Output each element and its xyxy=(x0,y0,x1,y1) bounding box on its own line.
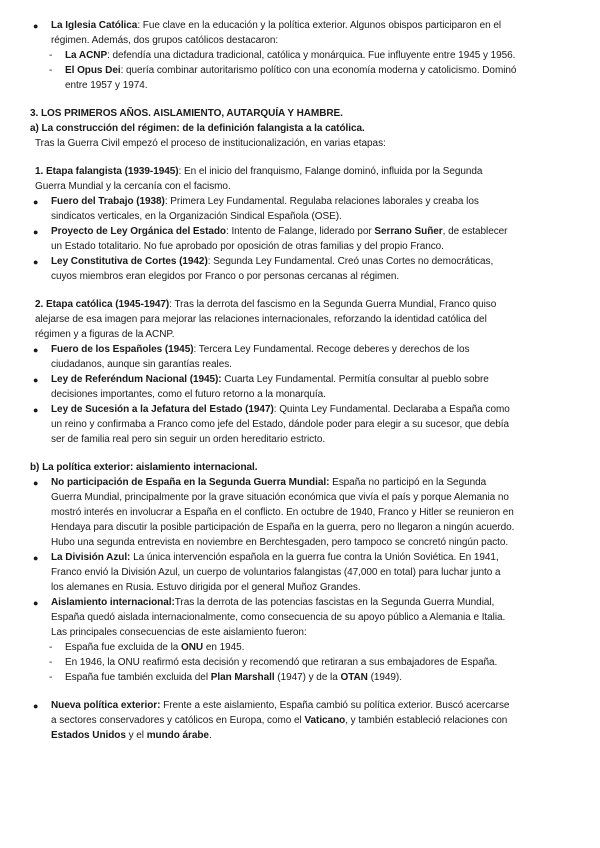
term: OTAN xyxy=(340,672,368,683)
paragraph-line xyxy=(65,65,516,77)
text: (1947) y de la xyxy=(274,672,341,683)
term: mundo árabe xyxy=(146,730,209,741)
paragraph-line: Hendaya para discutir la posible participación de España en la guerra, pero no llegaron a ningún acuerdo. xyxy=(51,522,515,533)
paragraph-line: régimen y a figuras de la ACNP. xyxy=(35,329,175,340)
term: La Iglesia Católica xyxy=(51,20,138,31)
term: No participación de España en la Segunda Guerra Mundial: xyxy=(51,477,330,488)
paragraph-line: Guerra Mundial, principalmente por la grave situación económica que vivía el país y porque Alemania no xyxy=(51,492,509,503)
paragraph-line: Franco envió la División Azul, un cuerpo de voluntarios falangistas (47,000 en total) para luchar junto a xyxy=(51,567,501,578)
paragraph-line xyxy=(51,196,479,208)
bullet: ● xyxy=(33,197,39,207)
paragraph-line: Guerra Mundial y la cercanía con el facismo. xyxy=(35,181,231,192)
bullet: ● xyxy=(33,345,39,355)
term: Ley de Sucesión a la Jefatura del Estado (1947) xyxy=(51,404,274,415)
text: : Tercera Ley Fundamental. Recoge deberes y derechos de los xyxy=(193,344,470,355)
paragraph-line: ser de familia real pero sin seguir un orden hereditario estricto. xyxy=(51,434,326,445)
paragraph-line xyxy=(51,404,510,416)
term: Fuero del Trabajo (1938) xyxy=(51,196,165,207)
paragraph-line xyxy=(35,299,496,311)
term: ONU xyxy=(181,642,204,653)
paragraph-line xyxy=(51,20,501,32)
paragraph-line xyxy=(51,730,212,742)
dash-bullet: - xyxy=(49,642,53,653)
paragraph-line: los alemanes en Rusia. Estuvo dirigida por el general Muñoz Grandes. xyxy=(51,582,361,593)
dash-bullet: - xyxy=(49,657,53,668)
paragraph-line: entre 1957 y 1974. xyxy=(65,80,148,91)
term: Plan Marshall xyxy=(210,672,275,683)
text: : Segunda Ley Fundamental. Creó unas Cortes no democráticas, xyxy=(207,256,494,267)
text: . xyxy=(208,730,212,741)
text: España no participó en la Segunda xyxy=(329,477,487,488)
paragraph-line: cuyos miembros eran elegidos por Franco o por personas cercanas al régimen. xyxy=(51,271,400,282)
paragraph-line: sindicatos verticales, en la Organización Sindical Española (OSE). xyxy=(51,211,342,222)
bullet: ● xyxy=(33,478,39,488)
paragraph-line xyxy=(65,50,515,62)
paragraph-line xyxy=(65,672,402,684)
term: El Opus Dei xyxy=(65,65,121,76)
bullet: ● xyxy=(33,405,39,415)
text: Cuarta Ley Fundamental. Permitía consultar al pueblo sobre xyxy=(221,374,489,385)
term: Nueva política exterior: xyxy=(51,700,161,711)
text: , y también estableció relaciones con xyxy=(345,715,508,726)
paragraph-line xyxy=(51,226,507,238)
paragraph-line xyxy=(51,552,499,564)
term: Proyecto de Ley Orgánica del Estado xyxy=(51,226,226,237)
bullet: ● xyxy=(33,375,39,385)
paragraph-line: España quedó aislada internacionalmente, como consecuencia de su apoyo público a Alemania e Italia. xyxy=(51,612,506,623)
paragraph-line: Las principales consecuencias de este aislamiento fueron: xyxy=(51,627,307,638)
term: Serrano Suñer xyxy=(374,226,443,237)
bullet: ● xyxy=(33,257,39,267)
term: Ley Constitutiva de Cortes (1942) xyxy=(51,256,208,267)
paragraph-line xyxy=(65,642,244,654)
paragraph-line: mostró interés en involucrar a España en el conflicto. En octubre de 1940, Franco y Hitler se reunieron en xyxy=(51,507,514,518)
paragraph-line: decisiones importantes, como el futuro retorno a la monarquía. xyxy=(51,389,326,400)
paragraph-line xyxy=(51,477,486,489)
text: España fue excluida de la xyxy=(65,642,182,653)
text: Frente a este aislamiento, España cambió su política exterior. Buscó acercarse xyxy=(160,700,510,711)
text: : Quinta Ley Fundamental. Declaraba a España como xyxy=(273,404,510,415)
term: Estados Unidos xyxy=(51,730,126,741)
text: y el xyxy=(125,730,147,741)
paragraph-line: ciudadanos, aunque sin garantías reales. xyxy=(51,359,232,370)
term: Fuero de los Españoles (1945) xyxy=(51,344,194,355)
dash-bullet: - xyxy=(49,672,53,683)
term: 1. Etapa falangista (1939-1945) xyxy=(35,166,179,177)
bullet: ● xyxy=(33,553,39,563)
text: España fue también excluida del xyxy=(65,672,211,683)
paragraph-line: un Estado totalitario. No fue aprobado por oposición de otras familias y del propio Franco. xyxy=(51,241,444,252)
dash-bullet: - xyxy=(49,65,53,76)
term: La ACNP xyxy=(65,50,108,61)
paragraph-line xyxy=(51,256,493,268)
text: : Primera Ley Fundamental. Regulaba relaciones laborales y creaba los xyxy=(164,196,479,207)
paragraph-line xyxy=(35,166,482,178)
text: : En el inicio del franquismo, Falange dominó, influida por la Segunda xyxy=(178,166,483,177)
paragraph-line: régimen. Además, dos grupos católicos destacaron: xyxy=(51,35,279,46)
text: : quería combinar autoritarismo político con una economía moderna y catolicismo. Dominó xyxy=(120,65,517,76)
subsection-title: a) La construcción del régimen: de la definición falangista a la católica. xyxy=(30,123,365,134)
bullet: ● xyxy=(33,227,39,237)
dash-bullet: - xyxy=(49,50,53,61)
paragraph-line xyxy=(51,715,507,727)
term: Vaticano xyxy=(304,715,346,726)
paragraph-line: un reino y confirmaba a Franco como jefe del Estado, dándole poder para elegir a su sucesor, que debía xyxy=(51,419,509,430)
term: La División Azul: xyxy=(51,552,131,563)
text: a sectores conservadores y católicos en Europa, como el xyxy=(51,715,305,726)
text: Tras la derrota de las potencias fascistas en la Segunda Guerra Mundial, xyxy=(174,597,495,608)
paragraph-line: Hubo una segunda entrevista en noviembre en Berchtesgaden, pero tampoco se concretó ningún pacto. xyxy=(51,537,509,548)
text: : Fue clave en la educación y la política exterior. Algunos obispos participaron en el xyxy=(137,20,502,31)
text: La única intervención española en la guerra fue contra la Unión Soviética. En 1941, xyxy=(130,552,499,563)
text: : Intento de Falange, liderado por xyxy=(225,226,375,237)
text: en 1945. xyxy=(203,642,245,653)
text: , de establecer xyxy=(442,226,508,237)
paragraph-line xyxy=(51,597,494,609)
paragraph-line xyxy=(51,374,489,386)
paragraph-line: En 1946, la ONU reafirmó esta decisión y recomendó que retiraran a sus embajadores de España. xyxy=(65,657,498,668)
bullet: ● xyxy=(33,701,39,711)
paragraph-line xyxy=(51,700,509,712)
section-title: 3. LOS PRIMEROS AÑOS. AISLAMIENTO, AUTARQUÍA Y HAMBRE. xyxy=(30,108,343,119)
term: 2. Etapa católica (1945-1947) xyxy=(35,299,170,310)
bullet: ● xyxy=(33,598,39,608)
term: Aislamiento internacional: xyxy=(51,597,175,608)
text: (1949). xyxy=(367,672,402,683)
text: : Tras la derrota del fascismo en la Segunda Guerra Mundial, Franco quiso xyxy=(169,299,497,310)
paragraph-line: alejarse de esa imagen para mejorar las relaciones internacionales, reforzando la identidad católica del xyxy=(35,314,487,325)
term: Ley de Referéndum Nacional (1945): xyxy=(51,374,222,385)
subsection-title: b) La política exterior: aislamiento internacional. xyxy=(30,462,258,473)
bullet: ● xyxy=(33,21,39,31)
text: : defendía una dictadura tradicional, católica y monárquica. Fue influyente entre 1945 y 1956. xyxy=(107,50,516,61)
paragraph-line: Tras la Guerra Civil empezó el proceso de institucionalización, en varias etapas: xyxy=(35,138,386,149)
paragraph-line xyxy=(51,344,469,356)
